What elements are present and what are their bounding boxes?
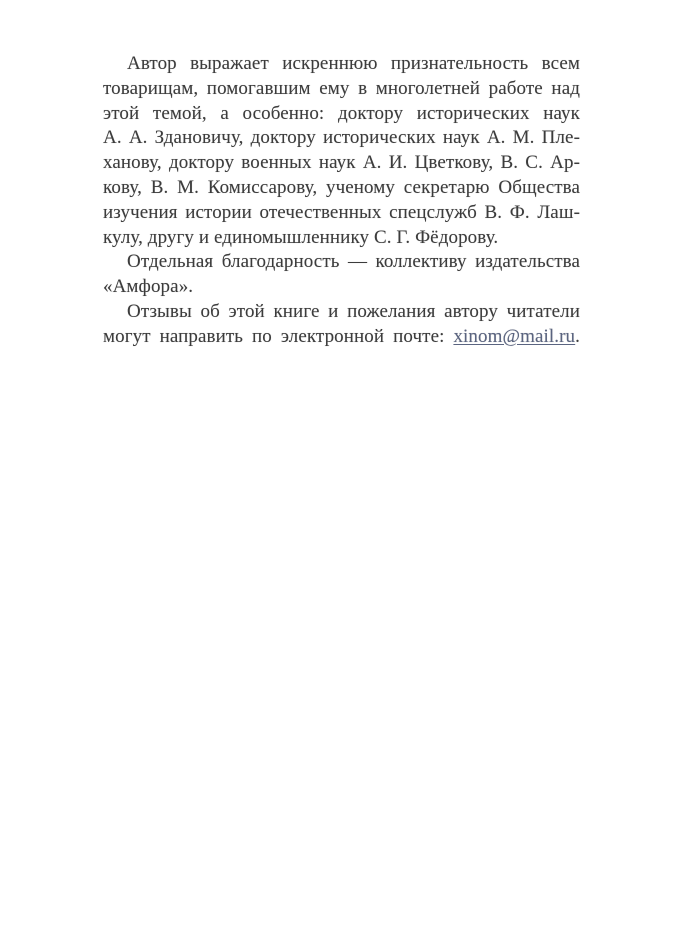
- text-line: изучения истории отечественных спецслужб В. Ф. Лаш-: [103, 201, 580, 223]
- text-line: «Амфора».: [103, 276, 194, 298]
- text-line: Автор выражает искреннюю признательность всем: [127, 53, 580, 74]
- email-line-prefix: могут направить по электронной почте:: [103, 325, 454, 347]
- acknowledgments-text-block: [103, 52, 580, 350]
- text-line-with-email: [103, 325, 580, 350]
- text-line: этой темой, а особенно: доктору исторических наук: [103, 102, 580, 124]
- text-line: Отдельная благодарность — коллективу издательства: [127, 251, 580, 273]
- text-line: А. А. Здановичу, доктору исторических наук А. М. Пле-: [103, 127, 580, 149]
- paragraph-acknowledgments: [103, 52, 580, 250]
- paragraph-feedback: [103, 300, 580, 350]
- text-line: кулу, другу и единомышленнику С. Г. Фёдорову.: [103, 226, 499, 248]
- email-line-suffix: .: [575, 325, 580, 347]
- paragraph-publisher-thanks: [103, 250, 580, 300]
- text-line: товарищам, помогавшим ему в многолетней работе над: [103, 77, 580, 99]
- text-line: ханову, доктору военных наук А. И. Цветкову, В. С. Ар-: [103, 152, 580, 174]
- text-line: кову, В. М. Комиссарову, ученому секретарю Общества: [103, 176, 580, 198]
- text-line: Отзывы об этой книге и пожелания автору читатели: [127, 300, 580, 322]
- email-link[interactable]: xinom@mail.ru: [453, 325, 576, 347]
